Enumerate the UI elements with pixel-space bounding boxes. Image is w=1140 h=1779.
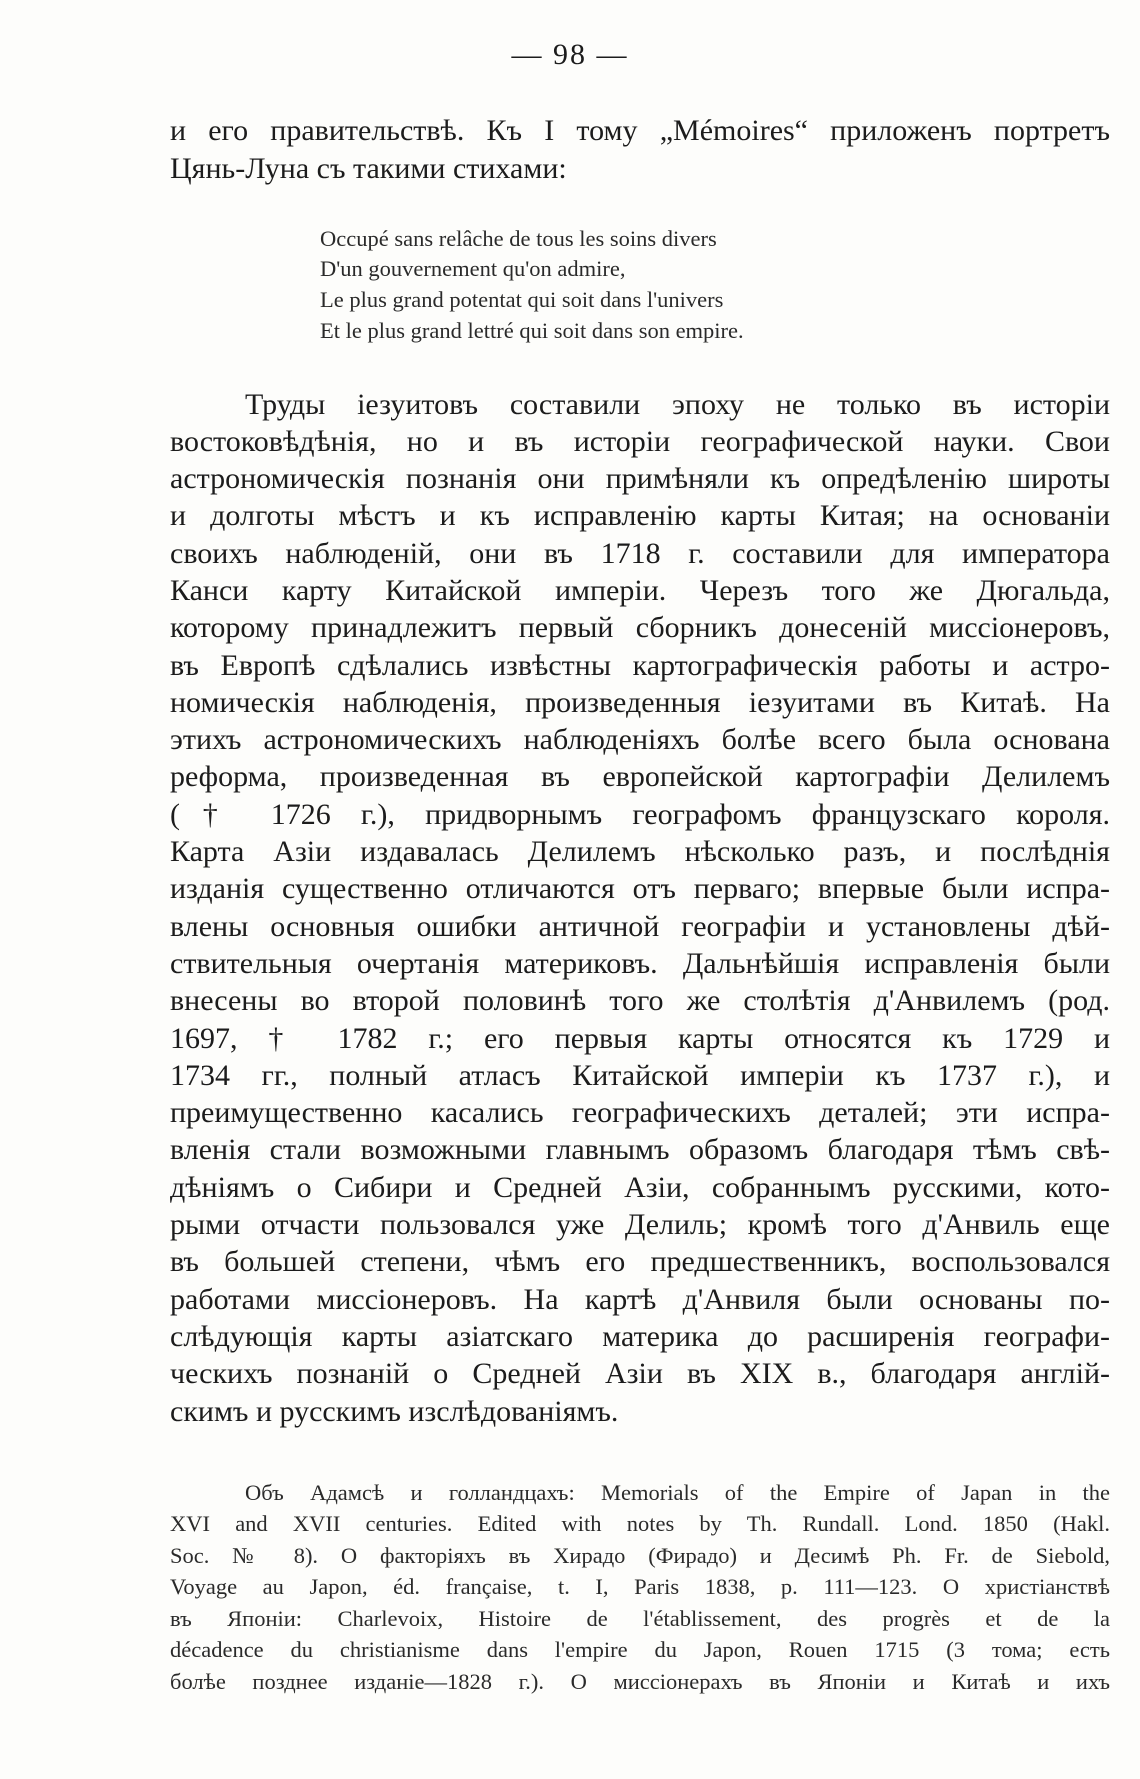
verse-line: Occupé sans relâche de tous les soins divers — [320, 226, 717, 251]
verse-line: D'un gouvernement qu'on admire, — [320, 256, 626, 281]
text-line: своихъ наблюденій, они въ 1718 г. составили для императора — [170, 537, 1110, 570]
verse-line: Et le plus grand lettré qui soit dans son empire. — [320, 318, 744, 343]
text-line: номическія наблюденія, произведенныя іезуитами въ Китаѣ. На — [170, 686, 1110, 719]
verse-line: Le plus grand potentat qui soit dans l'univers — [320, 287, 724, 312]
text-line: въ большей степени, чѣмъ его предшественникъ, воспользовался — [170, 1245, 1110, 1278]
text-line: 1697, † 1782 г.; его первыя карты относятся къ 1729 и — [170, 1022, 1110, 1055]
text-line: внесены во второй половинѣ того же столѣтія д'Анвилемъ (род. — [170, 984, 1110, 1017]
text-line: слѣдующія карты азіатскаго материка до расширенія географи- — [170, 1320, 1110, 1353]
page-number: — 98 — — [511, 38, 629, 71]
text-line: дѣніямъ о Сибири и Средней Азіи, собраннымъ русскими, кото- — [170, 1171, 1110, 1204]
text-line: востоковѣдѣнія, но и въ исторіи географической науки. Свои — [170, 425, 1110, 458]
footnote-line: XVI and XVII centuries. Edited with notes by Th. Rundall. Lond. 1850 (Hakl. — [170, 1511, 1110, 1536]
text-line: въ Европѣ сдѣлались извѣстны картографическія работы и астро- — [170, 649, 1110, 682]
text-line: и долготы мѣстъ и къ исправленію карты Китая; на основаніи — [170, 499, 1110, 532]
text-line: астрономическія познанія они примѣняли къ опредѣленію широты — [170, 462, 1110, 495]
text-line: этихъ астрономическихъ наблюденіяхъ болѣе всего была основана — [170, 723, 1110, 756]
footnote-line: Voyage au Japon, éd. française, t. I, Paris 1838, p. 111—123. О христіанствѣ — [170, 1574, 1110, 1599]
text-line: реформа, произведенная въ европейской картографіи Делилемъ — [170, 760, 1110, 793]
footnote-line: болѣе позднее изданіе—1828 г.). О миссіонерахъ въ Японіи и Китаѣ и ихъ — [170, 1669, 1110, 1694]
text-line: влены основныя ошибки античной географіи и установлены дѣй- — [170, 910, 1110, 943]
text-line: и его правительствѣ. Къ I тому „Mémoires“ приложенъ портретъ — [170, 114, 1110, 147]
text-line: вленія стали возможными главнымъ образомъ благодаря тѣмъ свѣ- — [170, 1133, 1110, 1166]
text-line: скимъ и русскимъ изслѣдованіямъ. — [170, 1395, 619, 1428]
text-line: ческихъ познаній о Средней Азіи въ XIX в., благодаря англій- — [170, 1357, 1110, 1390]
text-line: († 1726 г.), придворнымъ географомъ французскаго короля. — [170, 798, 1110, 831]
text-line: Карта Азіи издавалась Делилемъ нѣсколько разъ, и послѣднія — [170, 835, 1110, 868]
footnote-line: Объ Адамсѣ и голландцахъ: Memorials of the Empire of Japan in the — [245, 1480, 1110, 1505]
text-line: работами миссіонеровъ. На картѣ д'Анвиля были основаны по- — [170, 1283, 1110, 1316]
footnote-line: въ Японіи: Charlevoix, Histoire de l'établissement, des progrès et de la — [170, 1606, 1110, 1631]
text-line: Труды іезуитовъ составили эпоху не только въ исторіи — [245, 388, 1110, 421]
text-line: 1734 гг., полный атласъ Китайской имперіи къ 1737 г.), и — [170, 1059, 1110, 1092]
text-line: ствительныя очертанія материковъ. Дальнѣйшія исправленія были — [170, 947, 1110, 980]
footnote-line: Soc. № 8). О факторіяхъ въ Хирадо (Фирадо) и Десимѣ Ph. Fr. de Siebold, — [170, 1543, 1110, 1568]
text-line: Цянь-Луна съ такими стихами: — [170, 152, 567, 185]
text-line: которому принадлежитъ первый сборникъ донесеній миссіонеровъ, — [170, 611, 1110, 644]
text-line: Канси карту Китайской имперіи. Черезъ того же Дюгальда, — [170, 574, 1110, 607]
text-line: рыми отчасти пользовался уже Делиль; кромѣ того д'Анвиль еще — [170, 1208, 1110, 1241]
footnote-line: décadence du christianisme dans l'empire du Japon, Rouen 1715 (3 тома; есть — [170, 1637, 1110, 1662]
text-line: изданія существенно отличаются отъ перваго; впервые были испра- — [170, 872, 1110, 905]
text-line: преимущественно касались географическихъ деталей; эти испра- — [170, 1096, 1110, 1129]
